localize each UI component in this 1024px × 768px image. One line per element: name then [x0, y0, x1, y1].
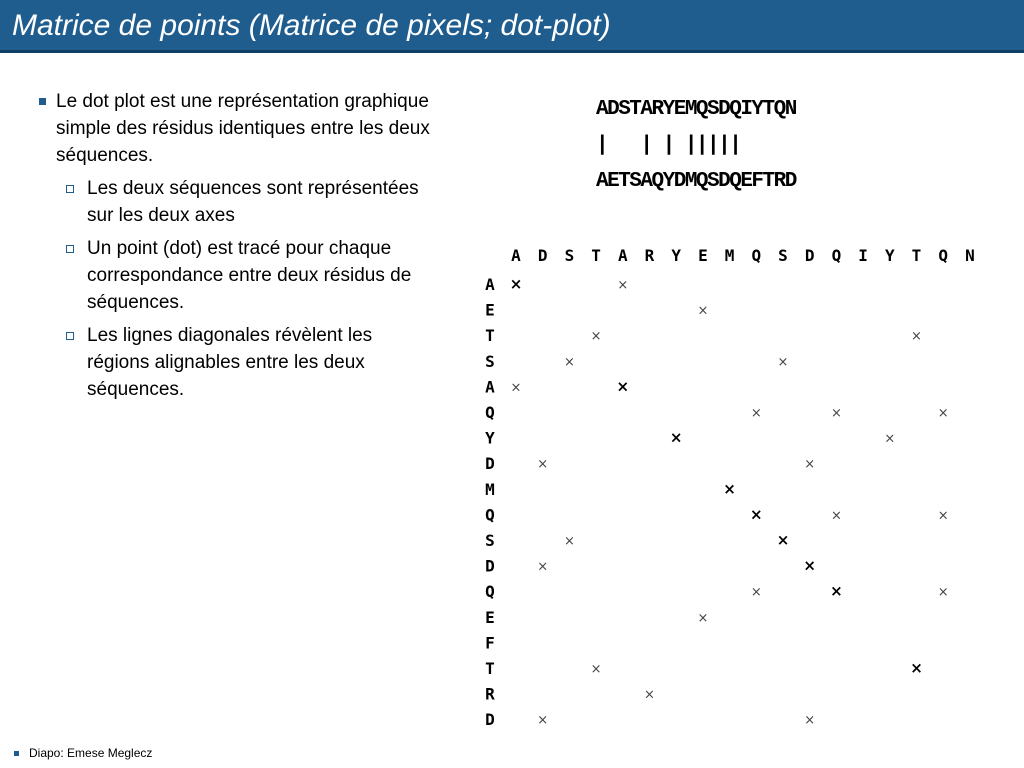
- y-axis-residue-label: M: [485, 479, 495, 499]
- x-axis-residue-label: Y: [884, 246, 895, 265]
- match-dot: ×: [910, 659, 923, 677]
- match-dot: ×: [830, 406, 842, 421]
- hollow-square-bullet-icon: [66, 332, 74, 340]
- match-dot: ×: [830, 582, 843, 601]
- footer-credit: Diapo: Emese Meglecz: [29, 746, 153, 760]
- alignment-seq1: ADSTARYEMQSDQIYTQN: [596, 98, 796, 121]
- title-bar: [0, 0, 1024, 53]
- match-dot: ×: [509, 275, 523, 293]
- match-dot: ×: [697, 303, 709, 319]
- match-dot: ×: [590, 329, 602, 345]
- match-dot: ×: [669, 428, 683, 447]
- x-axis-residue-label: Q: [751, 246, 762, 265]
- x-axis-residue-label: S: [564, 246, 575, 265]
- x-axis-residue-label: N: [965, 246, 975, 265]
- match-dot: ×: [911, 329, 922, 345]
- match-dot: ×: [804, 713, 816, 729]
- x-axis-residue-label: M: [724, 246, 735, 265]
- sub-bullet-text: Un point (dot) est tracé pour chaque correspondance entre deux résidus de séquences.: [87, 238, 412, 313]
- dot-plot: [474, 230, 1024, 740]
- square-bullet-icon: [14, 751, 19, 756]
- x-axis-residue-label: Q: [938, 246, 949, 265]
- y-axis-residue-label: A: [485, 377, 495, 397]
- y-axis-residue-label: E: [485, 300, 495, 320]
- y-axis-residue-label: S: [485, 531, 495, 550]
- match-dot: ×: [537, 457, 549, 473]
- y-axis-residue-label: D: [485, 556, 495, 576]
- sub-bullet-item: [34, 175, 434, 229]
- x-axis-residue-label: S: [778, 246, 788, 265]
- match-dot: ×: [937, 508, 949, 524]
- match-dot: ×: [750, 505, 763, 524]
- sequence-alignment: [596, 92, 796, 200]
- x-axis-residue-label: A: [511, 246, 521, 265]
- y-axis-residue-label: S: [485, 351, 495, 371]
- hollow-square-bullet-icon: [66, 245, 74, 253]
- x-axis-residue-label: T: [591, 246, 601, 265]
- y-axis-residue-label: D: [485, 454, 495, 474]
- match-dot: ×: [563, 534, 575, 549]
- match-dot: ×: [723, 479, 736, 498]
- bullet-list: [34, 88, 434, 409]
- y-axis-residue-label: Y: [485, 428, 495, 448]
- match-dot: ×: [537, 713, 549, 729]
- y-axis-residue-label: Q: [485, 403, 495, 422]
- x-axis-residue-label: T: [911, 246, 922, 265]
- y-axis-residue-label: Q: [485, 582, 495, 602]
- x-axis-residue-label: I: [858, 246, 868, 265]
- match-dot: ×: [617, 278, 629, 293]
- y-axis-residue-label: F: [485, 633, 495, 653]
- sub-bullet-text: Les deux séquences sont représentées sur les deux axes: [87, 178, 419, 226]
- sub-bullet-item: [34, 322, 434, 403]
- match-dot: ×: [804, 457, 816, 473]
- alignment-seq2: AETSAQYDMQSDQEFTRD: [596, 170, 796, 193]
- match-dot: ×: [750, 585, 762, 601]
- match-dot: ×: [776, 531, 790, 549]
- y-axis-residue-label: D: [485, 710, 495, 730]
- bullet-item: [34, 88, 434, 169]
- match-dot: ×: [510, 380, 522, 396]
- match-dot: ×: [937, 585, 949, 601]
- y-axis-residue-label: R: [485, 684, 495, 704]
- alignment-match-line: | | | |||||: [596, 134, 741, 157]
- bullet-text: Le dot plot est une représentation graphique simple des résidus identiques entre les deux séquences.: [56, 91, 430, 166]
- match-dot: ×: [777, 354, 789, 370]
- match-dot: ×: [616, 377, 630, 396]
- match-dot: ×: [937, 406, 949, 421]
- x-axis-residue-label: R: [644, 246, 655, 265]
- x-axis-residue-label: Y: [671, 246, 682, 265]
- match-dot: ×: [537, 559, 549, 575]
- match-dot: ×: [884, 431, 896, 447]
- sub-bullet-text: Les lignes diagonales révèlent les régions alignables entre les deux séquences.: [87, 325, 373, 400]
- match-dot: ×: [644, 687, 655, 703]
- sub-bullet-list: [34, 175, 434, 403]
- x-axis-residue-label: Q: [831, 246, 842, 265]
- x-axis-residue-label: A: [617, 246, 628, 265]
- match-dot: ×: [830, 508, 842, 524]
- x-axis-residue-label: D: [804, 246, 815, 265]
- slide-title: Matrice de points (Matrice de pixels; dot-plot): [12, 9, 611, 42]
- square-bullet-icon: [39, 98, 46, 105]
- match-dot: ×: [803, 556, 816, 575]
- x-axis-residue-label: D: [537, 246, 548, 265]
- x-axis-residue-label: E: [698, 246, 708, 265]
- y-axis-residue-label: Q: [485, 505, 495, 525]
- match-dot: ×: [750, 406, 762, 421]
- match-dot: ×: [563, 354, 575, 370]
- footer: [14, 746, 152, 760]
- match-dot: ×: [697, 610, 709, 626]
- y-axis-residue-label: E: [485, 607, 495, 627]
- match-dot: ×: [590, 662, 602, 677]
- y-axis-residue-label: A: [485, 275, 495, 294]
- y-axis-residue-label: T: [485, 326, 495, 346]
- y-axis-residue-label: T: [485, 659, 495, 678]
- sub-bullet-item: [34, 235, 434, 316]
- hollow-square-bullet-icon: [66, 185, 74, 193]
